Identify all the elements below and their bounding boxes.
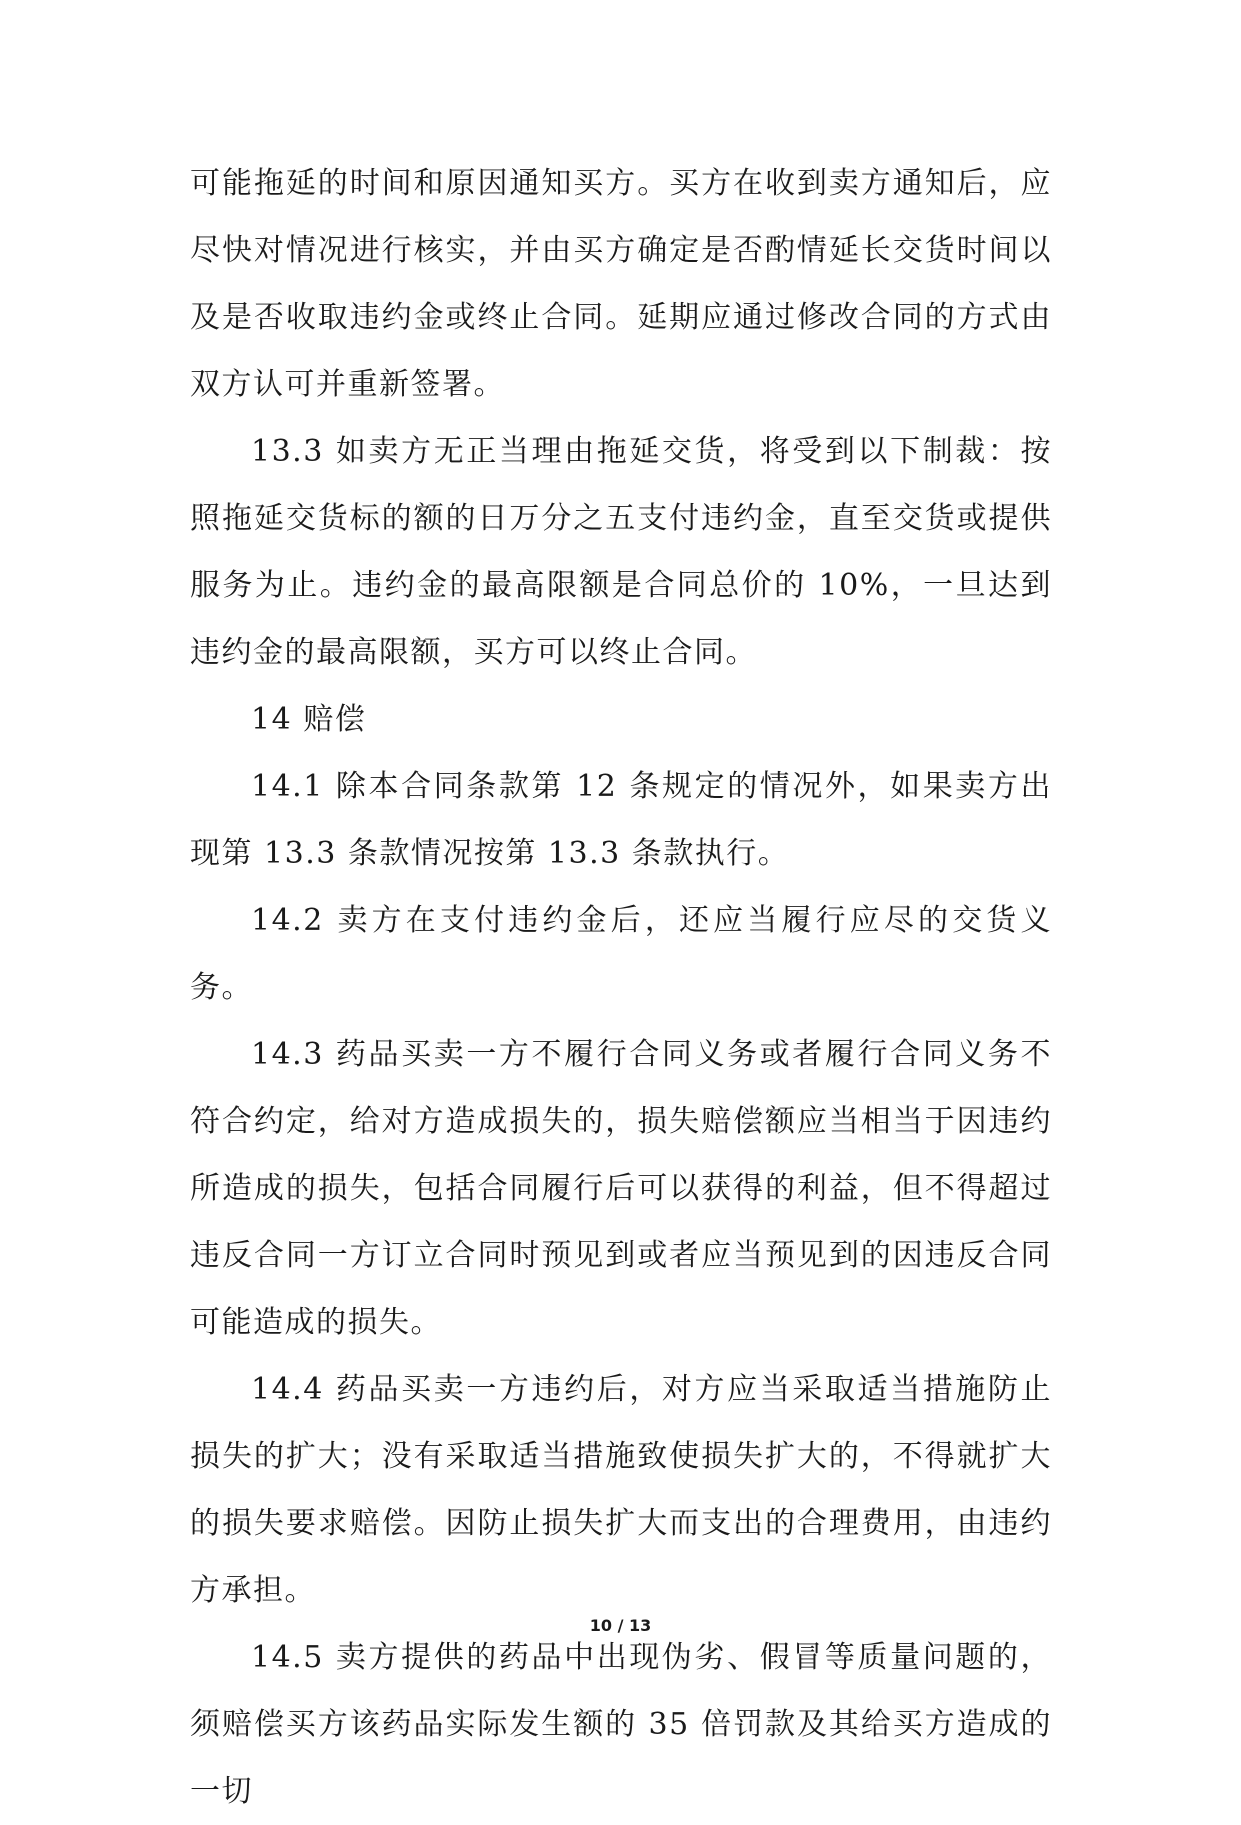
paragraph-14-5: 14.5 卖方提供的药品中出现伪劣、假冒等质量问题的，须赔偿买方该药品实际发生额的 35 倍罚款及其给买方造成的一切 [190,1640,1052,1809]
document-body [190,150,1052,1825]
paragraph-14-3: 14.3 药品买卖一方不履行合同义务或者履行合同义务不符合约定，给对方造成损失的，损失赔偿额应当相当于因违约所造成的损失，包括合同履行后可以获得的利益，但不得超过违反合同一方订立合同时预见到或者应当预见到的因违反合同可能造成的损失。 [190,1037,1052,1340]
paragraph-14-2: 14.2 卖方在支付违约金后，还应当履行应尽的交货义务。 [190,903,1052,1005]
paragraph-14-1: 14.1 除本合同条款第 12 条规定的情况外，如果卖方出现第 13.3 条款情况按第 13.3 条款执行。 [190,769,1052,871]
page-number: 10 / 13 [589,1616,652,1635]
paragraph-14-4: 14.4 药品买卖一方违约后，对方应当采取适当措施防止损失的扩大；没有采取适当措施致使损失扩大的，不得就扩大的损失要求赔偿。因防止损失扩大而支出的合理费用，由违约方承担。 [190,1372,1052,1608]
paragraph-continuation: 可能拖延的时间和原因通知买方。买方在收到卖方通知后，应尽快对情况进行核实，并由买方确定是否酌情延长交货时间以及是否收取违约金或终止合同。延期应通过修改合同的方式由双方认可并重新签署。 [190,166,1052,402]
paragraph-13-3: 13.3 如卖方无正当理由拖延交货，将受到以下制裁：按照拖延交货标的额的日万分之五支付违约金，直至交货或提供服务为止。违约金的最高限额是合同总价的 10%，一旦达到违约金的最高限额，买方可以终止合同。 [190,434,1052,670]
section-heading-14: 14 赔偿 [251,702,367,737]
